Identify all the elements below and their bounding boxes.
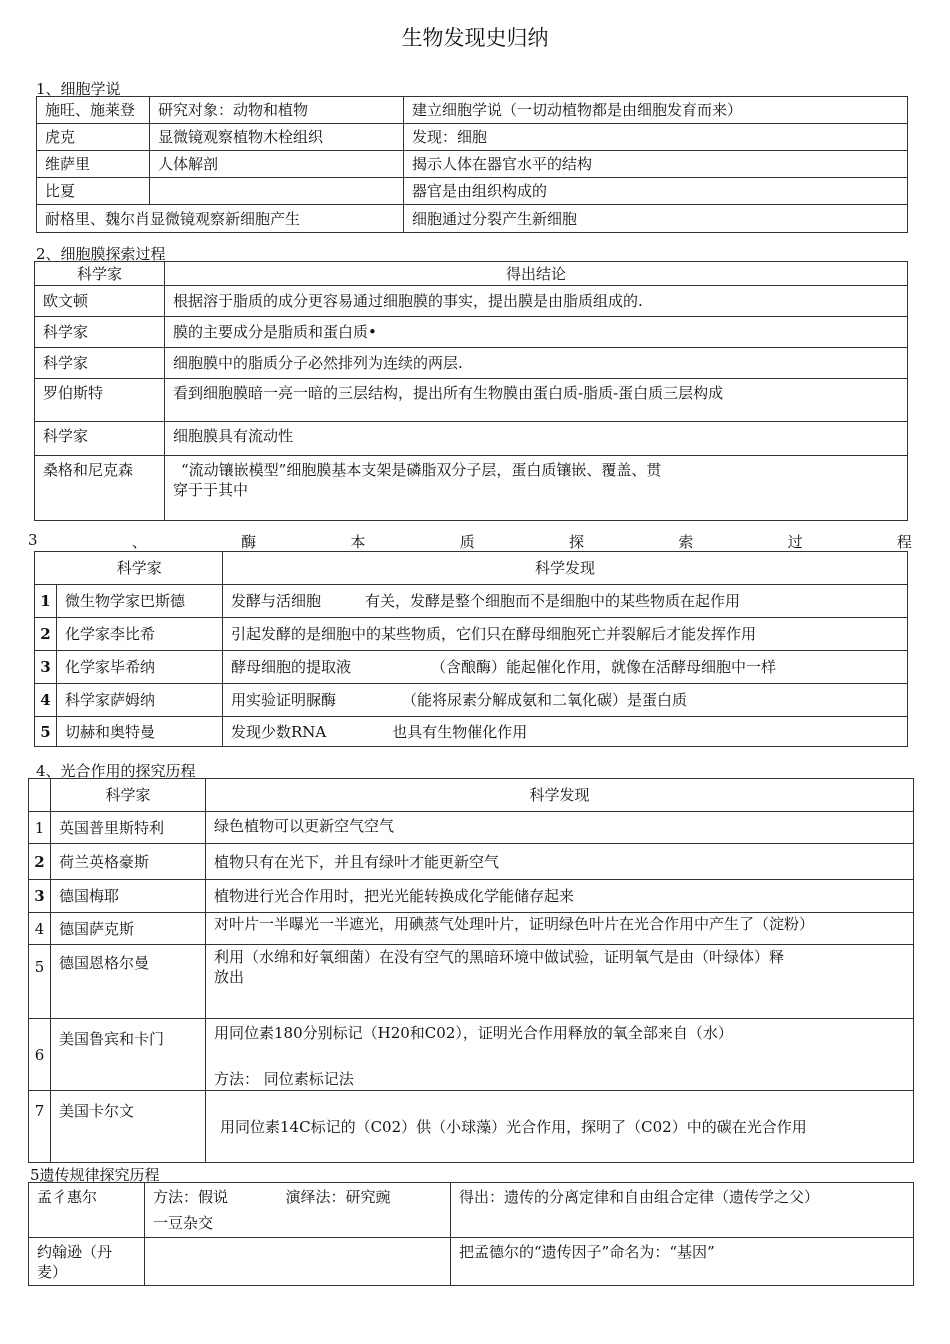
table-cell: [223, 585, 908, 618]
table-cell: 看到细胞膜暗一亮一暗的三层结构，提出所有生物膜由蛋白质-脂质-蛋白质三层构成: [165, 379, 908, 422]
table-cell: 把孟德尔的“遗传因子”命名为：“基因”: [451, 1238, 914, 1286]
table-cell: 虎克: [37, 124, 150, 151]
table-row: [29, 945, 914, 1019]
table-cell: 科学家: [35, 317, 165, 348]
cell-line: 约翰逊（丹: [37, 1243, 113, 1261]
heading-char: 过: [787, 533, 803, 551]
section-2-heading: 2、细胞膜探索过程: [36, 245, 166, 263]
photosynthesis-table: [28, 778, 914, 1163]
section-3-heading: [28, 531, 912, 552]
table-cell: 英国普里斯特利: [51, 812, 206, 844]
heading-char: 本: [350, 533, 366, 551]
table-row: [37, 178, 908, 205]
column-header: 科学发现: [223, 552, 908, 585]
cell-text: （能将尿素分解成氨和二氧化碳）是蛋白质: [402, 691, 688, 709]
table-cell: 科学家萨姆纳: [57, 684, 223, 717]
row-number: 5: [35, 717, 57, 747]
cell-line: 一豆杂交: [153, 1214, 214, 1232]
table-cell: 植物进行光合作用时，把光光能转换成化学能储存起来: [206, 880, 914, 913]
heading-char: 、: [131, 533, 147, 551]
table-row: [35, 422, 908, 456]
cell-theory-table: [36, 96, 908, 233]
row-number: 4: [35, 684, 57, 717]
table-cell: 建立细胞学说（一切动植物都是由细胞发育而来）: [404, 97, 908, 124]
table-row: [37, 205, 908, 233]
table-cell: [29, 1238, 145, 1286]
cell-line: 穿于于其中: [173, 481, 249, 499]
table-cell: 桑格和尼克森: [35, 456, 165, 521]
table-cell: 欧文顿: [35, 286, 165, 317]
heading-char: 酶: [241, 533, 257, 551]
row-number: 1: [29, 812, 51, 844]
table-cell: 细胞膜具有流动性: [165, 422, 908, 456]
table-cell: 根据溶于脂质的成分更容易通过细胞膜的事实，提出膜是由脂质组成的.: [165, 286, 908, 317]
row-number: 2: [29, 844, 51, 880]
cell-line: 方法：假说: [153, 1188, 229, 1206]
cell-text: 发现少数RNA: [231, 722, 327, 741]
page-title: 生物发现史归纳: [401, 26, 549, 50]
table-cell: 植物只有在光下，并且有绿叶才能更新空气: [206, 844, 914, 880]
column-header: 科学发现: [206, 779, 914, 812]
table-cell: 化学家毕希纳: [57, 651, 223, 684]
table-cell: 微生物学家巴斯德: [57, 585, 223, 618]
table-cell: 显微镜观察植物木栓组织: [150, 124, 404, 151]
row-number: 1: [35, 585, 57, 618]
table-cell: 孟彳惠尔: [29, 1183, 145, 1238]
heading-char: 探: [569, 533, 585, 551]
row-number: 5: [29, 945, 51, 1019]
heading-char: 质: [459, 533, 475, 551]
table-cell: [165, 456, 908, 521]
row-number: 6: [29, 1019, 51, 1091]
table-cell: 德国恩格尔曼: [51, 945, 206, 1019]
cell-line: 利用（水绵和好氧细菌）在没有空气的黑暗环境中做试验，证明氧气是由（叶绿体）释: [214, 948, 785, 966]
table-cell: 美国鲁宾和卡门: [51, 1019, 206, 1091]
table-row: [35, 651, 908, 684]
column-header: 得出结论: [165, 262, 908, 286]
column-header: 科学家: [57, 552, 223, 585]
table-row: [35, 456, 908, 521]
table-cell: [206, 1019, 914, 1091]
table-cell: 化学家李比希: [57, 618, 223, 651]
table-row: [29, 880, 914, 913]
cell-line: “流动镶嵌模型”细胞膜基本支架是磷脂双分子层，蛋白质镶嵌、覆盖、贯: [181, 461, 662, 479]
table-header-row: [35, 552, 908, 585]
table-row: [29, 812, 914, 844]
table-row: [35, 348, 908, 379]
table-header-row: [29, 779, 914, 812]
table-cell: 演绎法：研究豌: [278, 1183, 451, 1238]
row-number: 7: [29, 1091, 51, 1163]
heading-char: 程: [896, 533, 912, 551]
table-cell: 膜的主要成分是脂质和蛋白质•: [165, 317, 908, 348]
table-cell: 荷兰英格豪斯: [51, 844, 206, 880]
table-row: [29, 1091, 914, 1163]
table-row: [35, 379, 908, 422]
table-cell: 对叶片一半曝光一半遮光，用碘蒸气处理叶片，证明绿色叶片在光合作用中产生了（淀粉）: [206, 913, 914, 945]
table-row: [37, 151, 908, 178]
row-number: 3: [29, 880, 51, 913]
table-row: [35, 286, 908, 317]
row-number: 4: [29, 913, 51, 945]
table-cell: [223, 651, 908, 684]
table-cell: 美国卡尔文: [51, 1091, 206, 1163]
table-row: [29, 1183, 914, 1238]
table-row: [37, 97, 908, 124]
table-cell: [223, 684, 908, 717]
table-row: [29, 1238, 914, 1286]
section-5-heading: 5遗传规律探究历程: [30, 1166, 160, 1184]
cell-text: （含酿酶）能起催化作用，就像在活酵母细胞中一样: [431, 658, 777, 676]
table-cell: [145, 1183, 278, 1238]
heading-char: 3: [28, 531, 38, 549]
table-row: [37, 124, 908, 151]
table-cell: 研究对象：动物和植物: [150, 97, 404, 124]
table-cell: [206, 945, 914, 1019]
table-cell: 用同位素14C标记的（C02）供（小球藻）光合作用，探明了（C02）中的碳在光合作用: [206, 1091, 914, 1163]
section-1-heading: 1、细胞学说: [36, 80, 121, 98]
table-row: [35, 317, 908, 348]
table-row: [35, 585, 908, 618]
table-cell: 维萨里: [37, 151, 150, 178]
table-cell: 得出：遗传的分离定律和自由组合定律（遗传学之父）: [451, 1183, 914, 1238]
table-row: [29, 1019, 914, 1091]
cell-text: 酵母细胞的提取液: [231, 658, 352, 676]
cell-line: 用同位素180分别标记（H20和C02），证明光合作用释放的氧全部来自（水）: [214, 1024, 733, 1042]
table-cell: 科学家: [35, 348, 165, 379]
table-cell: 细胞膜中的脂质分子必然排列为连续的两层.: [165, 348, 908, 379]
cell-text: 用实验证明脲酶: [231, 691, 337, 709]
table-row: [35, 684, 908, 717]
enzyme-table: [34, 551, 908, 747]
column-header: 科学家: [51, 779, 206, 812]
table-row: [35, 618, 908, 651]
table-cell: 德国萨克斯: [51, 913, 206, 945]
cell-line: 方法： 同位素标记法: [214, 1070, 354, 1088]
table-cell: [223, 717, 908, 747]
cell-line: 放出: [214, 968, 245, 986]
table-cell: 罗伯斯特: [35, 379, 165, 422]
table-cell: 人体解剖: [150, 151, 404, 178]
row-number: 3: [35, 651, 57, 684]
table-row: [29, 844, 914, 880]
table-cell: 施旺、施莱登: [37, 97, 150, 124]
genetics-table: [28, 1182, 914, 1286]
table-cell: 器官是由组织构成的: [404, 178, 908, 205]
table-cell: 耐格里、魏尔肖显微镜观察新细胞产生: [37, 205, 404, 233]
table-row: [29, 913, 914, 945]
table-cell: 科学家: [35, 422, 165, 456]
heading-char: 索: [678, 533, 694, 551]
membrane-table: [34, 261, 908, 521]
table-cell: [150, 178, 404, 205]
column-header: 科学家: [35, 262, 165, 286]
table-header-row: [35, 262, 908, 286]
table-row: [35, 717, 908, 747]
table-cell: 发现：细胞: [404, 124, 908, 151]
table-cell: 德国梅耶: [51, 880, 206, 913]
table-cell: 细胞通过分裂产生新细胞: [404, 205, 908, 233]
table-cell: 引起发酵的是细胞中的某些物质，它们只在酵母细胞死亡并裂解后才能发挥作用: [223, 618, 908, 651]
cell-text: 有关，发酵是整个细胞而不是细胞中的某些物质在起作用: [365, 592, 741, 610]
table-cell: 比夏: [37, 178, 150, 205]
cell-line: 麦）: [37, 1263, 68, 1281]
section-4-heading: 4、光合作用的探究历程: [36, 762, 196, 780]
table-cell: 切赫和奥特曼: [57, 717, 223, 747]
cell-text: 也具有生物催化作用: [392, 722, 528, 741]
table-cell: 揭示人体在器官水平的结构: [404, 151, 908, 178]
row-number: 2: [35, 618, 57, 651]
table-cell: 绿色植物可以更新空气空气: [206, 812, 914, 844]
cell-text: 发酵与活细胞: [231, 592, 322, 610]
